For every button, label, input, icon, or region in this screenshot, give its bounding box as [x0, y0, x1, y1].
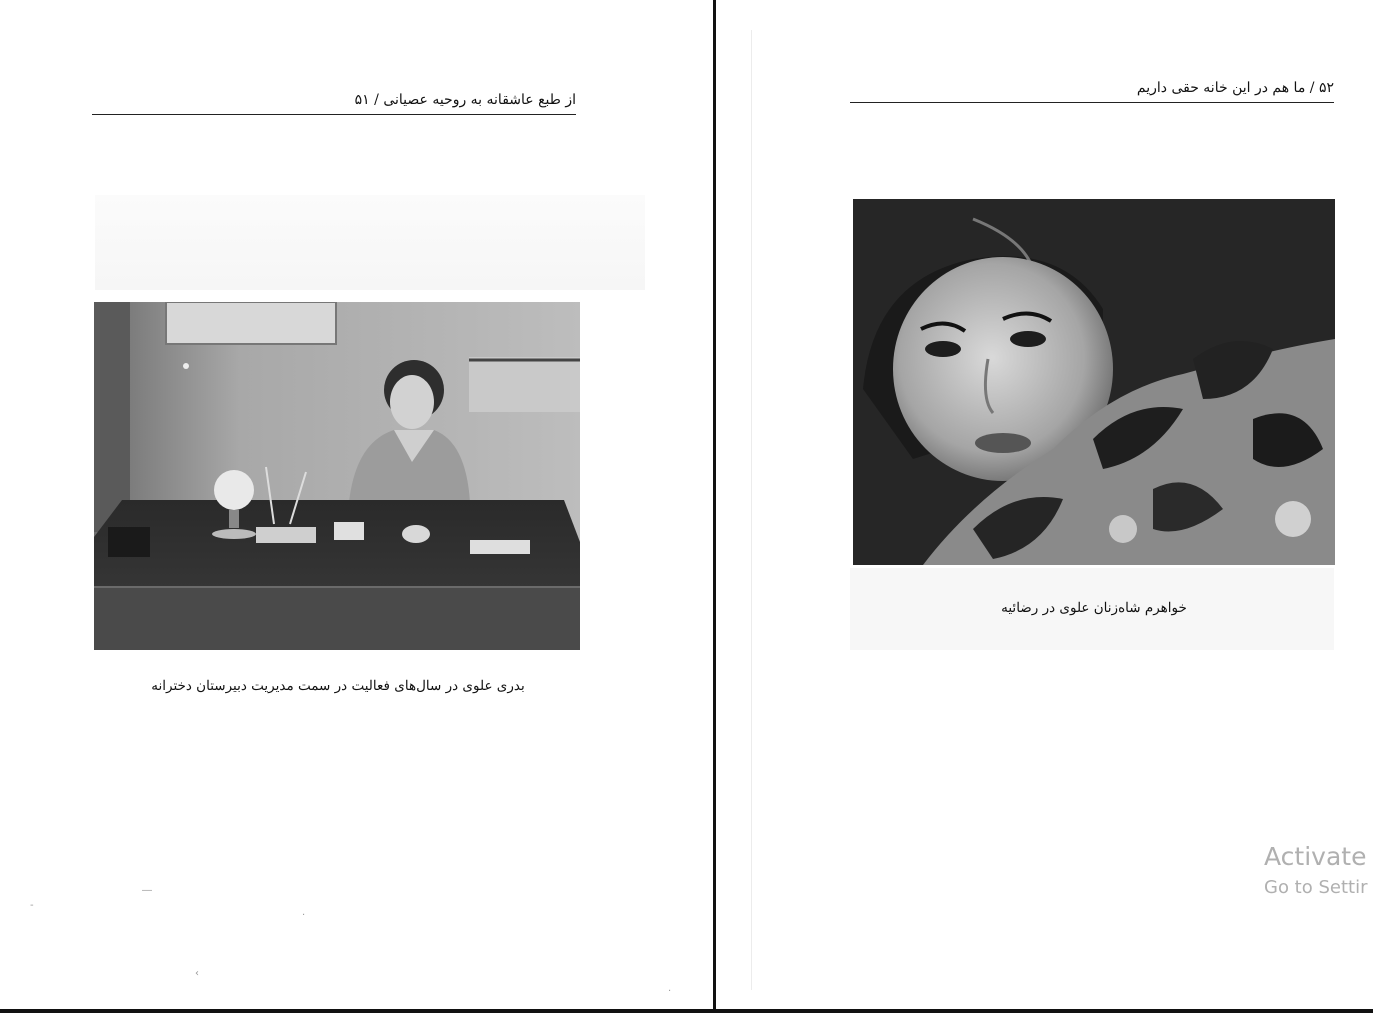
scan-speck: ·	[668, 986, 672, 997]
scan-speck: ―	[142, 885, 152, 896]
scan-speck: ·	[302, 910, 306, 921]
left-running-head: از طبع عاشقانه به روحیه عصیانی / ۵۱	[92, 92, 576, 115]
bottom-border	[0, 1009, 1373, 1013]
right-photo-caption: خواهرم شاه‌زنان علوی در رضائیه	[1001, 600, 1187, 616]
photo-woman-at-desk	[94, 302, 580, 650]
watermark-subtitle: Go to Settir	[1264, 877, 1368, 898]
scan-edge-line	[751, 30, 752, 990]
watermark-title: Activate	[1264, 842, 1367, 871]
scan-speck: ‹	[195, 968, 199, 979]
right-running-head: ۵۲ / ما هم در این خانه حقی داریم	[850, 80, 1334, 103]
photo-portrait-woman	[853, 199, 1335, 565]
left-photo-caption: بدری علوی در سال‌های فعالیت در سمت مدیریت دبیرستان دخترانه	[151, 678, 525, 694]
activate-windows-watermark	[1264, 840, 1368, 902]
page-divider	[713, 0, 716, 1013]
left-bleed-through	[95, 195, 645, 290]
scan-speck: -	[30, 900, 34, 911]
